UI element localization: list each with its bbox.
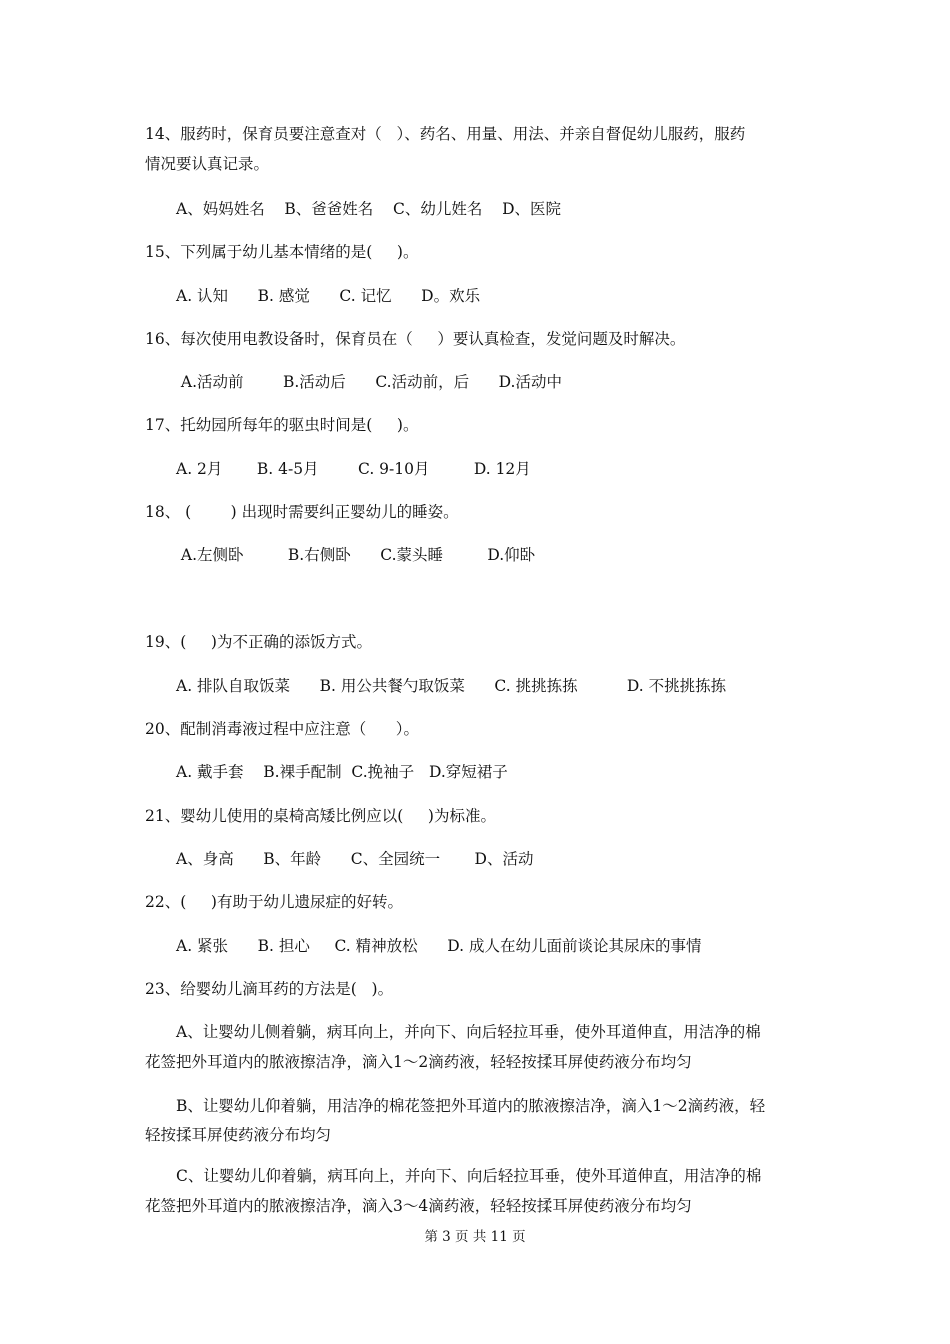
question-14-line-1: 14、服药时，保育员要注意查对（ ）、药名、用量、用法、并亲自督促幼儿服药，服药 <box>145 125 746 143</box>
question-20-options: A. 戴手套 B.裸手配制 C.挽袖子 D.穿短裙子 <box>176 763 508 781</box>
question-23-option-a-line-2: 花签把外耳道内的脓液擦洁净，滴入1～2滴药液，轻轻按揉耳屏使药液分布均匀 <box>145 1053 692 1071</box>
question-14-line-2: 情况要认真记录。 <box>145 155 270 173</box>
question-19-options: A. 排队自取饭菜 B. 用公共餐勺取饭菜 C. 挑挑拣拣 D. 不挑挑拣拣 <box>176 677 727 695</box>
question-21-options: A、身高 B、年龄 C、全园统一 D、活动 <box>176 850 534 868</box>
question-19-stem: 19、( )为不正确的添饭方式。 <box>145 633 372 651</box>
question-23-option-c-line-2: 花签把外耳道内的脓液擦洁净，滴入3～4滴药液，轻轻按揉耳屏使药液分布均匀 <box>145 1197 692 1215</box>
question-20-stem: 20、配制消毒液过程中应注意（ ）。 <box>145 720 420 738</box>
question-16-options: A.活动前 B.活动后 C.活动前，后 D.活动中 <box>176 373 562 391</box>
question-23-option-b-line-2: 轻按揉耳屏使药液分布均匀 <box>145 1126 332 1144</box>
question-17-options: A. 2月 B. 4-5月 C. 9-10月 D. 12月 <box>176 460 531 478</box>
question-18-stem: 18、 ( ) 出现时需要纠正婴幼儿的睡姿。 <box>145 503 459 521</box>
question-18-options: A.左侧卧 B.右侧卧 C.蒙头睡 D.仰卧 <box>176 546 536 564</box>
page-footer: 第 3 页 共 11 页 <box>424 1229 526 1245</box>
question-22-options: A. 紧张 B. 担心 C. 精神放松 D. 成人在幼儿面前谈论其尿床的事情 <box>176 937 702 955</box>
question-23-option-c-line-1: C、让婴幼儿仰着躺，病耳向上，并向下、向后轻拉耳垂，使外耳道伸直，用洁净的棉 <box>176 1167 762 1185</box>
question-22-stem: 22、( )有助于幼儿遗尿症的好转。 <box>145 893 403 911</box>
question-14-options: A、妈妈姓名 B、爸爸姓名 C、幼儿姓名 D、医院 <box>176 200 561 218</box>
question-23-option-a-line-1: A、让婴幼儿侧着躺，病耳向上，并向下、向后轻拉耳垂，使外耳道伸直，用洁净的棉 <box>176 1023 761 1041</box>
question-21-stem: 21、婴幼儿使用的桌椅高矮比例应以( )为标准。 <box>145 807 496 825</box>
question-15-stem: 15、下列属于幼儿基本情绪的是( )。 <box>145 243 419 261</box>
question-16-stem: 16、每次使用电教设备时，保育员在（ ）要认真检查，发觉问题及时解决。 <box>145 330 686 348</box>
question-23-stem: 23、给婴幼儿滴耳药的方法是( )。 <box>145 980 394 998</box>
question-15-options: A. 认知 B. 感觉 C. 记忆 D。欢乐 <box>176 287 481 305</box>
question-23-option-b-line-1: B、让婴幼儿仰着躺，用洁净的棉花签把外耳道内的脓液擦洁净，滴入1～2滴药液，轻 <box>176 1097 766 1115</box>
question-17-stem: 17、托幼园所每年的驱虫时间是( )。 <box>145 416 419 434</box>
